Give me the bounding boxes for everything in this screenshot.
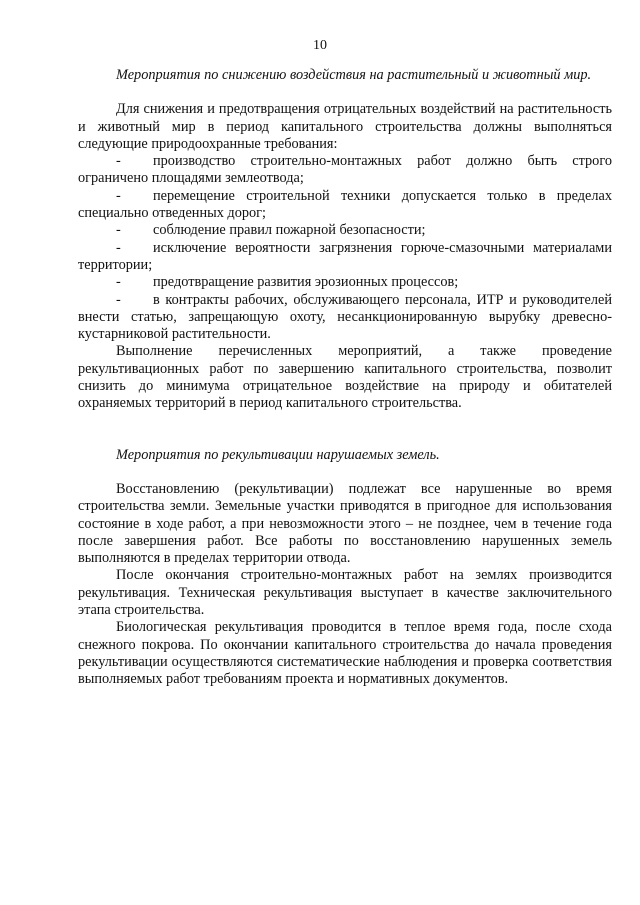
paragraph-reclamation-1: Восстановлению (рекультивации) подлежат все нарушенные во время строительства земли. Земельные участки приводятся в пригодное для использования состояние в ходе работ, а при невозможности этого – не позднее, чем в течение года после завершения работ. Все работы по восстановлению нарушенных земель выполняются в пределах территории отвода. xyxy=(78,480,612,567)
list-item-text: исключение вероятности загрязнения горюче-смазочными материалами территории; xyxy=(78,239,612,273)
section-heading-reclamation: Мероприятия по рекультивации нарушаемых земель. xyxy=(116,446,440,463)
section-heading-flora-fauna: Мероприятия по снижению воздействия на растительный и животный мир. xyxy=(116,67,592,83)
list-item-text: соблюдение правил пожарной безопасности; xyxy=(153,222,426,239)
list-item xyxy=(78,274,612,291)
paragraph-reclamation-3: Биологическая рекультивация проводится в теплое время года, после схода снежного покрова. По окончании капитального строительства до начала проведения рекультивации осуществляются систематические наблюдения и проверка соответствия выполняемых работ требованиям проекта и нормативных документов. xyxy=(78,619,612,688)
spacer xyxy=(78,413,612,430)
paragraph-intro: Для снижения и предотвращения отрицательных воздействий на растительность и животный мир в период капитального строительства должны выполняться следующие природоохранные требования: xyxy=(78,101,612,152)
page-number: 10 xyxy=(313,38,327,53)
paragraph-closing: Выполнение перечисленных мероприятий, а также проведение рекультивационных работ по завершению капитального строительства, позволит снизить до минимума отрицательное воздействие на природу и обитателей охраняемых территорий в период капитального строительства. xyxy=(78,343,612,412)
document-body xyxy=(78,67,612,689)
list-item xyxy=(78,153,612,188)
list-dash: - xyxy=(116,291,121,308)
list-item xyxy=(78,188,612,223)
list-dash: - xyxy=(116,153,121,170)
list-item-text: производство строительно-монтажных работ должно быть строго ограничено площадями землеотвода; xyxy=(78,153,612,187)
list-dash: - xyxy=(116,222,121,239)
list-item-text: перемещение строительной техники допускается только в пределах специально отведенных дорог; xyxy=(78,187,612,222)
list-dash: - xyxy=(116,187,121,204)
list-item xyxy=(78,292,612,344)
list-item xyxy=(78,222,612,239)
list-dash: - xyxy=(116,239,121,256)
paragraph-reclamation-2: После окончания строительно-монтажных работ на землях производится рекультивация. Техническая рекультивация выступает в качестве заключительного этапа строительства. xyxy=(78,567,612,619)
list-dash: - xyxy=(116,274,121,291)
list-item xyxy=(78,240,612,275)
spacer xyxy=(78,84,612,101)
list-item-text: предотвращение развития эрозионных процессов; xyxy=(153,274,459,291)
spacer xyxy=(78,464,612,481)
list-item-text: в контракты рабочих, обслуживающего персонала, ИТР и руководителей внести статью, запрещающую охоту, несанкционированную вырубку древесно-кустарниковой растительности. xyxy=(78,291,612,343)
